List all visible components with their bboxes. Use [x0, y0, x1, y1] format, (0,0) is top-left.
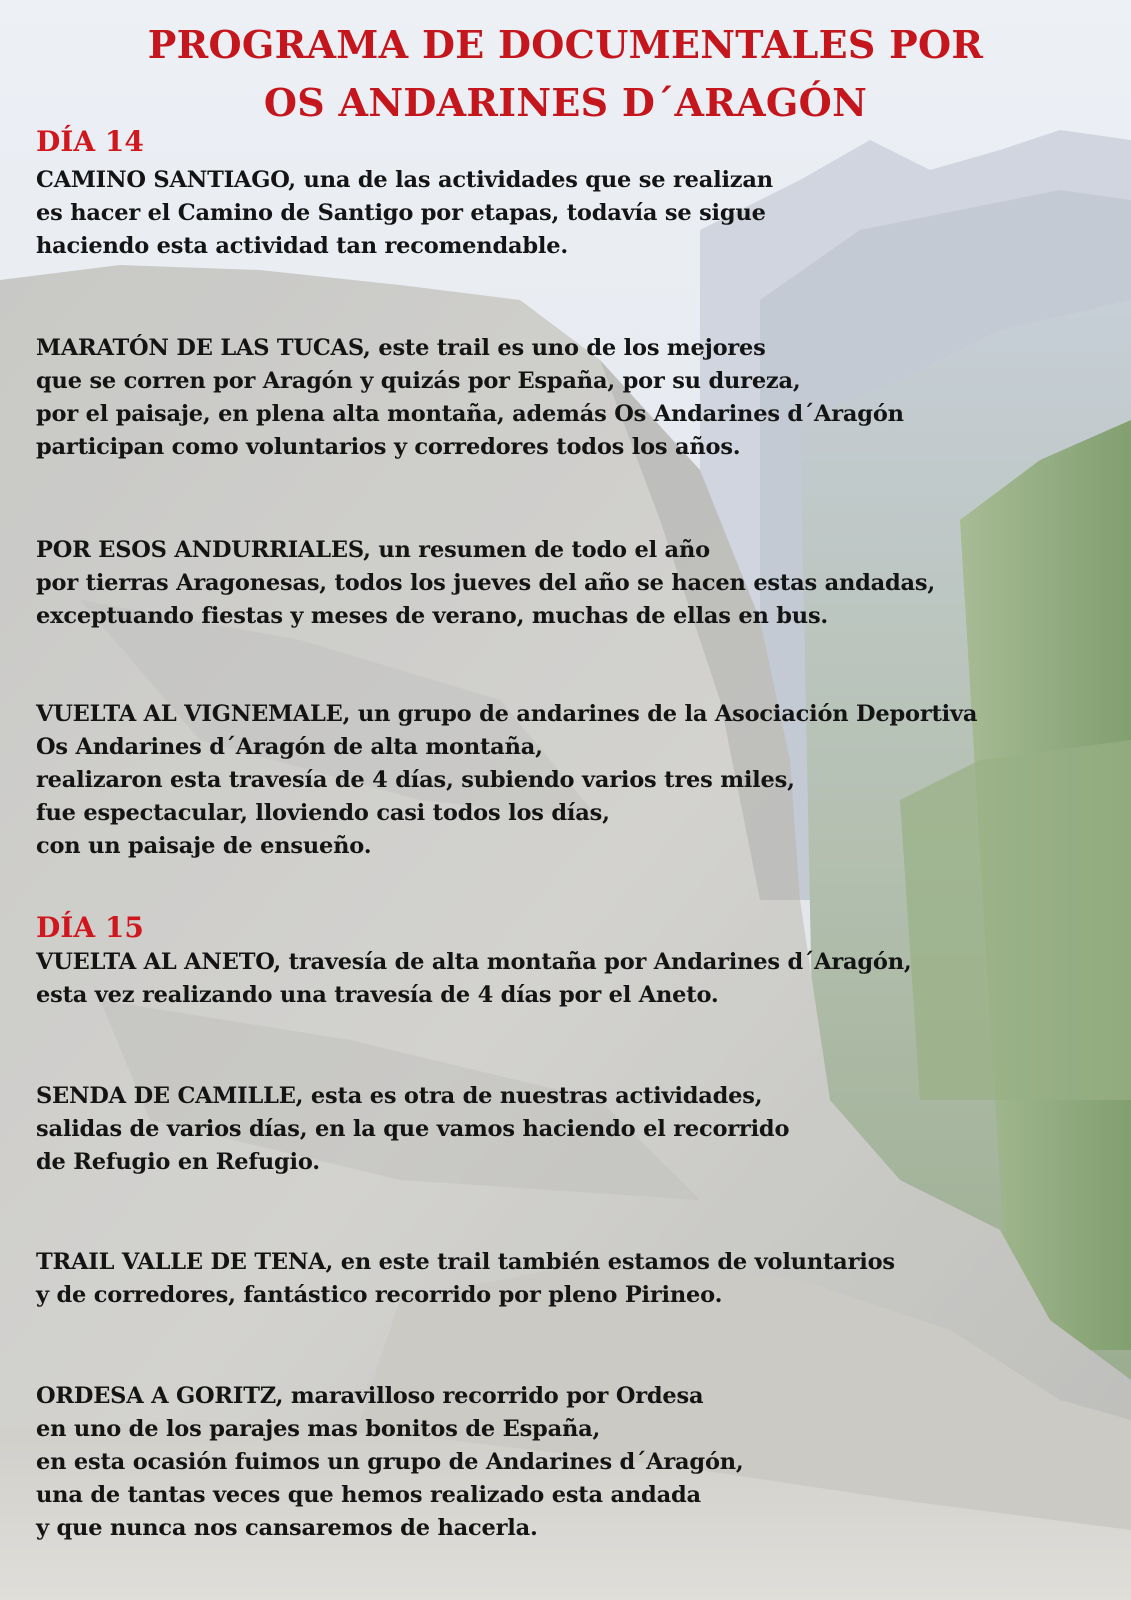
entry-line: VUELTA AL ANETO, travesía de alta montaña por Andarines d´Aragón, — [36, 949, 912, 975]
program-entry — [36, 534, 935, 633]
entry-line: CAMINO SANTIAGO, una de las actividades que se realizan — [36, 167, 773, 193]
program-entry — [36, 332, 904, 464]
program-entry — [36, 946, 912, 1012]
entry-line: realizaron esta travesía de 4 días, subiendo varios tres miles, — [36, 767, 795, 793]
entry-line: ORDESA A GORITZ, maravilloso recorrido por Ordesa — [36, 1383, 704, 1409]
entry-line: participan como voluntarios y corredores todos los años. — [36, 434, 741, 460]
entry-line: y de corredores, fantástico recorrido por pleno Pirineo. — [36, 1282, 723, 1308]
entry-line: fue espectacular, lloviendo casi todos los días, — [36, 800, 610, 826]
entry-line: de Refugio en Refugio. — [36, 1149, 320, 1175]
program-entry — [36, 164, 773, 263]
program-entry — [36, 698, 977, 863]
day-heading: DÍA 14 — [36, 125, 144, 158]
entry-line: que se corren por Aragón y quizás por España, por su dureza, — [36, 368, 801, 394]
day-heading: DÍA 15 — [36, 911, 144, 944]
title-line: PROGRAMA DE DOCUMENTALES POR — [147, 22, 984, 67]
entry-line: es hacer el Camino de Santigo por etapas, todavía se sigue — [36, 200, 766, 226]
page-title — [0, 16, 1131, 132]
entry-line: una de tantas veces que hemos realizado esta andada — [36, 1482, 701, 1508]
entry-line: esta vez realizando una travesía de 4 días por el Aneto. — [36, 982, 719, 1008]
entry-line: TRAIL VALLE DE TENA, en este trail también estamos de voluntarios — [36, 1249, 895, 1275]
title-line: OS ANDARINES D´ARAGÓN — [263, 80, 868, 125]
entry-line: POR ESOS ANDURRIALES, un resumen de todo el año — [36, 537, 710, 563]
entry-line: exceptuando fiestas y meses de verano, muchas de ellas en bus. — [36, 603, 829, 629]
entry-line: salidas de varios días, en la que vamos haciendo el recorrido — [36, 1116, 790, 1142]
entry-line: MARATÓN DE LAS TUCAS, este trail es uno de los mejores — [36, 335, 766, 361]
program-entry — [36, 1380, 744, 1545]
entry-line: haciendo esta actividad tan recomendable. — [36, 233, 568, 259]
entry-line: SENDA DE CAMILLE, esta es otra de nuestras actividades, — [36, 1083, 763, 1109]
program-entry — [36, 1246, 895, 1312]
entry-line: con un paisaje de ensueño. — [36, 833, 372, 859]
entry-line: Os Andarines d´Aragón de alta montaña, — [36, 734, 543, 760]
entry-line: en uno de los parajes mas bonitos de España, — [36, 1416, 601, 1442]
entry-line: y que nunca nos cansaremos de hacerla. — [36, 1515, 538, 1541]
entry-line: por el paisaje, en plena alta montaña, además Os Andarines d´Aragón — [36, 401, 904, 427]
entry-line: en esta ocasión fuimos un grupo de Andarines d´Aragón, — [36, 1449, 744, 1475]
entry-line: VUELTA AL VIGNEMALE, un grupo de andarines de la Asociación Deportiva — [36, 701, 978, 727]
entry-line: por tierras Aragonesas, todos los jueves del año se hacen estas andadas, — [36, 570, 936, 596]
program-entry — [36, 1080, 789, 1179]
